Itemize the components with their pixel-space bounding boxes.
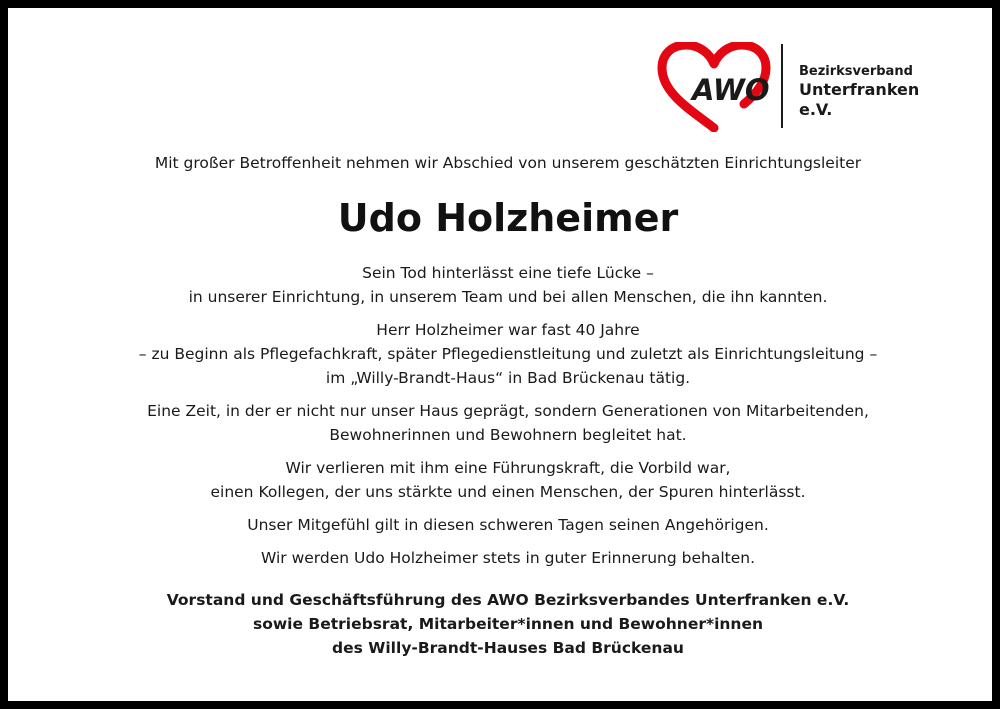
paragraph-line: einen Kollegen, der uns stärkte und einen Menschen, der Spuren hinterlässt.: [210, 483, 806, 501]
paragraph-line: Unser Mitgefühl gilt in diesen schweren Tagen seinen Angehörigen.: [247, 516, 769, 534]
awo-wordmark: AWO: [692, 73, 770, 107]
signature-line: Vorstand und Geschäftsführung des AWO Bezirksverbandes Unterfranken e.V.: [166, 591, 850, 609]
paragraph-line: – zu Beginn als Pflegefachkraft, später Pflegedienstleitung und zuletzt als Einrichtungsleitung –: [138, 345, 878, 363]
paragraph-line: im „Willy-Brandt-Haus“ in Bad Brückenau tätig.: [325, 369, 691, 387]
paragraph-line: Herr Holzheimer war fast 40 Jahre: [376, 321, 640, 339]
paragraph: [48, 513, 968, 537]
logo-divider: [781, 44, 783, 128]
logo-line-unterfranken: Unterfranken e.V.: [799, 80, 920, 120]
awo-logo: [656, 42, 956, 132]
paragraph: [48, 261, 968, 309]
paragraph-line: Sein Tod hinterlässt eine tiefe Lücke –: [362, 264, 654, 282]
signature-line: des Willy-Brandt-Hauses Bad Brückenau: [332, 639, 684, 657]
paragraph: [48, 456, 968, 504]
signature-line: sowie Betriebsrat, Mitarbeiter*innen und Bewohner*innen: [252, 615, 764, 633]
paragraph: [48, 318, 968, 390]
paragraph-line: Eine Zeit, in der er nicht nur unser Haus geprägt, sondern Generationen von Mitarbeitenden,: [147, 402, 869, 420]
paragraph: [48, 546, 968, 570]
awo-heart-logo-icon: [656, 42, 771, 132]
signature-block: [48, 588, 968, 660]
intro-text: Mit großer Betroffenheit nehmen wir Abschied von unserem geschätzten Einrichtungsleiter: [154, 154, 862, 172]
paragraph-line: Bewohnerinnen und Bewohnern begleitet hat.: [329, 426, 687, 444]
logo-text: [799, 64, 956, 120]
paragraph: [48, 399, 968, 447]
notice-content: [48, 151, 968, 660]
deceased-name: Udo Holzheimer: [337, 196, 679, 240]
paragraph-line: Wir werden Udo Holzheimer stets in guter Erinnerung behalten.: [260, 549, 756, 567]
logo-line-bezirksverband: Bezirksverband: [799, 64, 913, 79]
paragraph-line: in unserer Einrichtung, in unserem Team und bei allen Menschen, die ihn kannten.: [188, 288, 828, 306]
paragraph-line: Wir verlieren mit ihm eine Führungskraft, die Vorbild war,: [285, 459, 731, 477]
